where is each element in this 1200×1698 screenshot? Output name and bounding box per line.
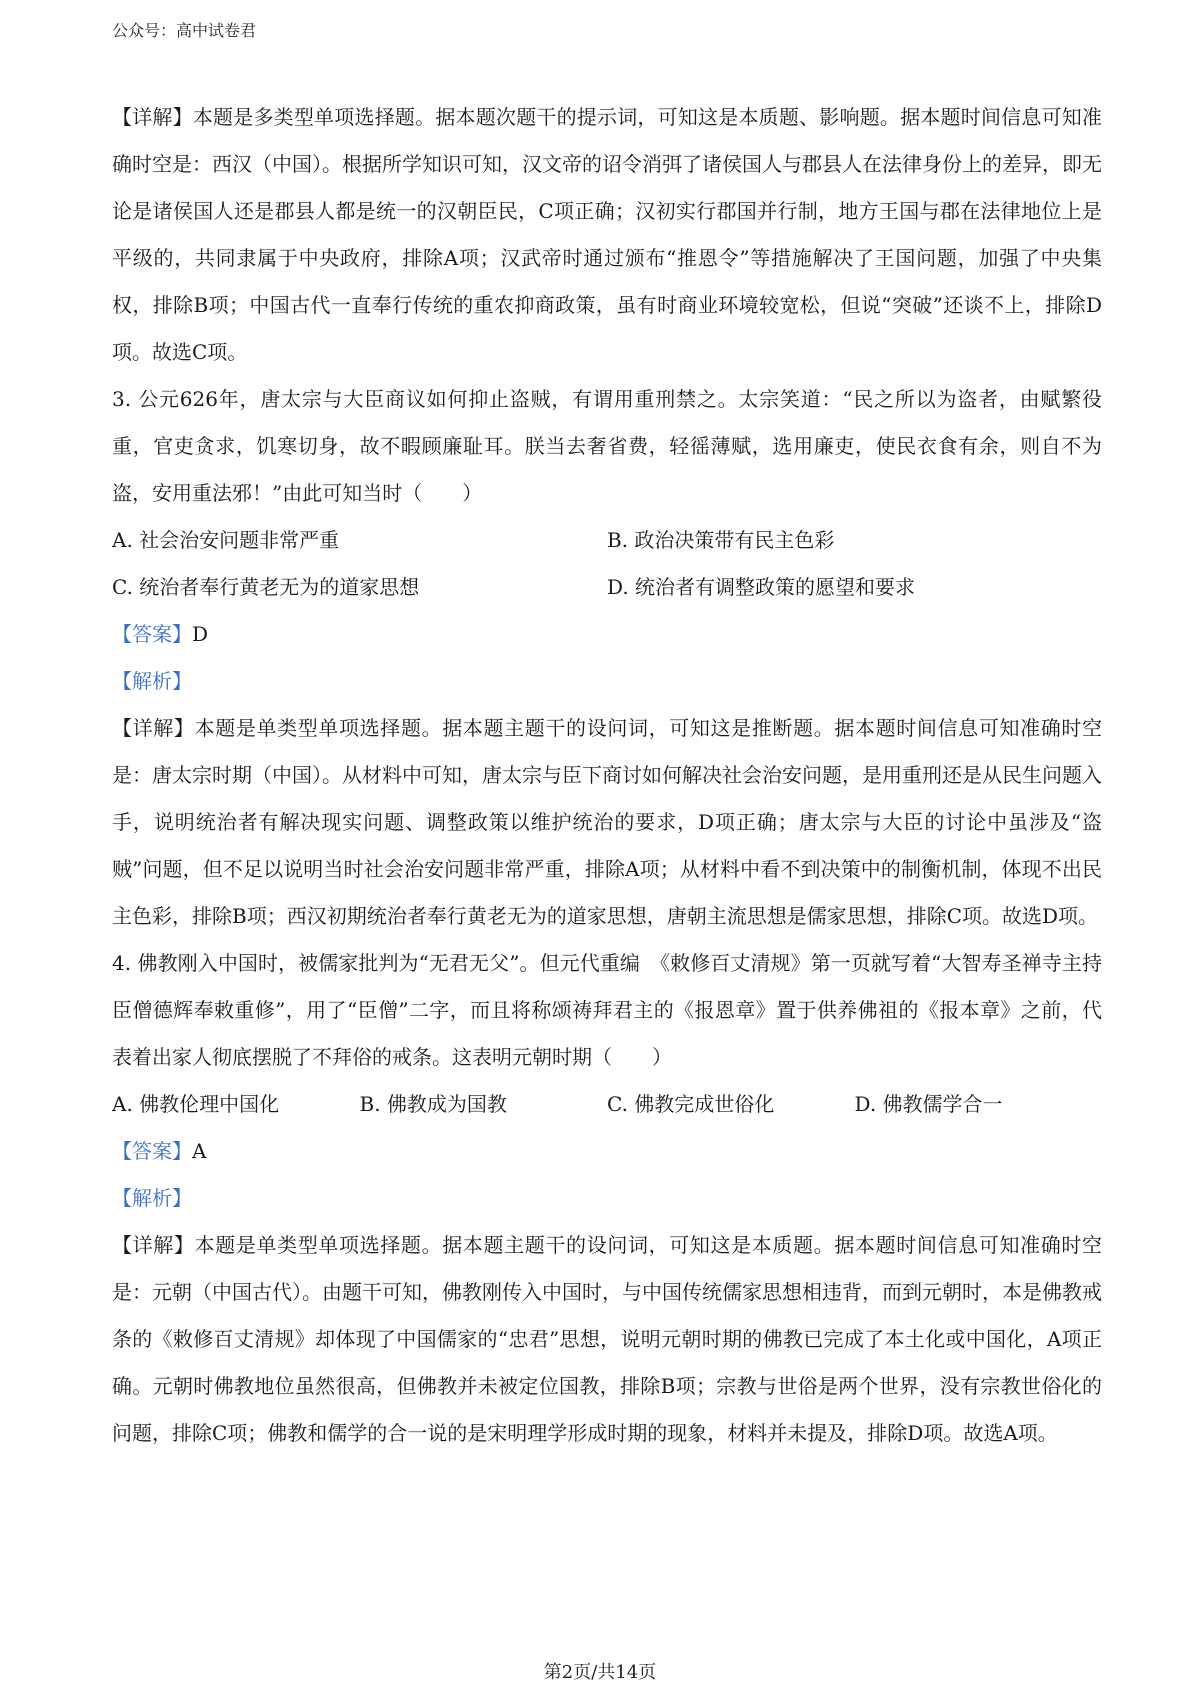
source-header: 公众号：高中试卷君	[112, 21, 257, 40]
q4-option-b: B. 佛教成为国教	[359, 1092, 507, 1116]
q4-option-c: C. 佛教完成世俗化	[607, 1092, 775, 1116]
q4-option-d: D. 佛教儒学合一	[854, 1092, 1003, 1116]
q4-detail	[112, 1222, 1102, 1457]
q3-answer-value: D	[192, 622, 209, 646]
q4-stem: 4. 佛教刚入中国时，被儒家批判为“无君无父”。但元代重编 《敕修百丈清规》第一页就写着“大智寿圣禅寺主持臣僧德辉奉敕重修”，用了“臣僧”二字，而且将称颂祷拜君主的《报恩章》置于供养佛祖的《报本章》之前，代表着出家人彻底摆脱了不拜俗的戒条。这表明元朝时期（ ）	[112, 951, 1102, 1069]
q3-answer	[112, 611, 1102, 658]
q2-detail	[112, 94, 1102, 376]
q4-analysis	[112, 1175, 1102, 1222]
q3-detail	[112, 705, 1102, 940]
q4-answer-value: A	[192, 1139, 207, 1163]
q3-stem: 3. 公元626年，唐太宗与大臣商议如何抑止盗贼，有谓用重刑禁之。太宗笑道：“民之所以为盗者，由赋繁役重，官吏贪求，饥寒切身，故不暇顾廉耻耳。朕当去奢省费，轻徭薄赋，选用廉吏，使民衣食有余，则自不为盗，安用重法邪！”由此可知当时（ ）	[112, 387, 1102, 505]
q4-options-row	[112, 1081, 1102, 1128]
q3-detail-label: 【详解】	[112, 716, 195, 740]
q3-option-c: C. 统治者奉行黄老无为的道家思想	[112, 575, 420, 599]
q3-options-row-2	[112, 564, 1102, 611]
q3-analysis	[112, 658, 1102, 705]
q2-detail-text: 本题是多类型单项选择题。据本题次题干的提示词，可知这是本质题、影响题。据本题时间信息可知准确时空是：西汉（中国）。根据所学知识可知，汉文帝的诏令消弭了诸侯国人与郡县人在法律身份上的差异，即无论是诸侯国人还是郡县人都是统一的汉朝臣民，C项正确；汉初实行郡国并行制，地方王国与郡在法律地位上是平级的，共同隶属于中央政府，排除A项；汉武帝时通过颁布“推恩令”等措施解决了王国问题，加强了中央集权，排除B项；中国古代一直奉行传统的重农抑商政策，虽有时商业环境较宽松，但说“突破”还谈不上，排除D项。故选C项。	[112, 105, 1103, 364]
q3-answer-label: 【答案】	[112, 622, 192, 646]
q4-detail-label: 【详解】	[112, 1233, 195, 1257]
q3-analysis-label: 【解析】	[112, 669, 192, 693]
q3-option-a: A. 社会治安问题非常严重	[112, 528, 340, 552]
q4-option-a: A. 佛教伦理中国化	[112, 1092, 280, 1116]
q4-answer	[112, 1128, 1102, 1175]
q3-option-b: B. 政治决策带有民主色彩	[607, 528, 835, 552]
document-body	[112, 94, 1102, 1457]
page-number: 第2页/共14页	[543, 1662, 657, 1683]
q3-detail-text: 本题是单类型单项选择题。据本题主题干的设问词，可知这是推断题。据本题时间信息可知准确时空是：唐太宗时期（中国）。从材料中可知，唐太宗与臣下商讨如何解决社会治安问题，是用重刑还是从民生问题入手，说明统治者有解决现实问题、调整政策以维护统治的要求，D项正确；唐太宗与大臣的讨论中虽涉及“盗贼”问题，但不足以说明当时社会治安问题非常严重，排除A项；从材料中看不到决策中的制衡机制，体现不出民主色彩，排除B项；西汉初期统治者奉行黄老无为的道家思想，唐朝主流思想是儒家思想，排除C项。故选D项。	[112, 716, 1103, 928]
q4-detail-text: 本题是单类型单项选择题。据本题主题干的设问词，可知这是本质题。据本题时间信息可知准确时空是：元朝（中国古代）。由题干可知，佛教刚传入中国时，与中国传统儒家思想相违背，而到元朝时，本是佛教戒条的《敕修百丈清规》却体现了中国儒家的“忠君”思想，说明元朝时期的佛教已完成了本土化或中国化，A项正确。元朝时佛教地位虽然很高，但佛教并未被定位国教，排除B项；宗教与世俗是两个世界，没有宗教世俗化的问题，排除C项；佛教和儒学的合一说的是宋明理学形成时期的现象，材料并未提及，排除D项。故选A项。	[112, 1233, 1103, 1445]
q2-detail-label: 【详解】	[112, 105, 193, 129]
q3-options-row-1	[112, 517, 1102, 564]
q3-option-d: D. 统治者有调整政策的愿望和要求	[607, 575, 916, 599]
q4-analysis-label: 【解析】	[112, 1186, 192, 1210]
q4-answer-label: 【答案】	[112, 1139, 192, 1163]
